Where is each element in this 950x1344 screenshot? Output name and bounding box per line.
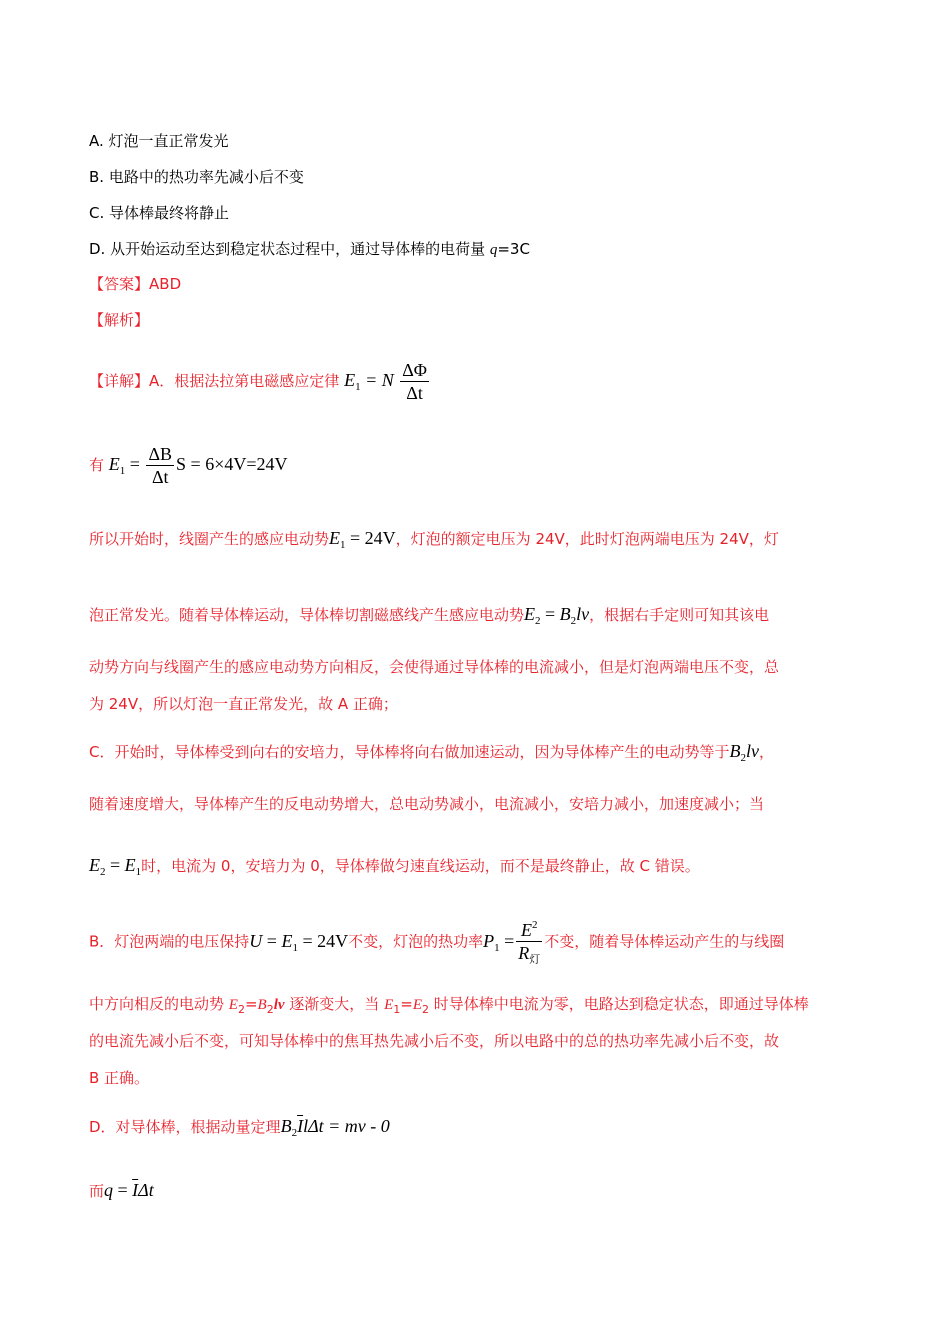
- analysis-label: 【解析】: [89, 311, 150, 329]
- answer-value: ABD: [149, 275, 182, 293]
- detail-line-4: 泡正常发光。随着导体棒运动，导体棒切割磁感线产生感应电动势$E_2 = B_2lv$，根据右手定则可知其该电: [89, 604, 770, 627]
- answer-line: [89, 274, 181, 294]
- answer-label: 【答案】: [89, 275, 150, 293]
- detail-line-b2: 中方向相反的电动势 $E_2=B_2lv$ 逐渐变大，当 $E_1=E_2$ 时导体棒中电流为零，电路达到稳定状态，即通过导体棒: [89, 995, 809, 1016]
- option-b: B. 电路中的热功率先减小后不变: [89, 168, 304, 186]
- detail-label: 【详解】: [89, 372, 150, 390]
- faraday-formula: $E_1 = N$ $\frac{\Delta\Phi}{\Delta t}$: [344, 360, 427, 404]
- detail-line-5: 动势方向与线圈产生的感应电动势方向相反，会使得通过导体棒的电流减小，但是灯泡两端电压不变，总: [89, 658, 780, 676]
- detail-line-b1: B．灯泡两端的电压保持$U = E_1 = 24V$不变，灯泡的热功率$P_1$ = $\frac{E^2}{R_灯}$ 不变，随着导体棒运动产生的与线圈: [89, 914, 784, 974]
- detail-line-b3: 的电流先减小后不变，可知导体棒中的焦耳热先减小后不变，所以电路中的总的热功率先减小后不变，故: [89, 1032, 780, 1050]
- option-a: A. 灯泡一直正常发光: [89, 132, 229, 150]
- detail-line-c1: C．开始时，导体棒受到向右的安培力，导体棒将向右做加速运动，因为导体棒产生的电动势等于$B_2lv$，: [89, 741, 774, 764]
- detail-line-6: 为 24V，所以灯泡一直正常发光，故 A 正确；: [89, 695, 398, 713]
- detail-line-d2: 而$q = \overline{I}\Delta t$: [89, 1180, 154, 1200]
- detail-line-b4: B 正确。: [89, 1069, 150, 1087]
- detail-line-e1: 有 $E_1$ = $\frac{\Delta B}{\Delta t}$ S = 6×4V=24V: [89, 444, 288, 488]
- option-c: C. 导体棒最终将静止: [89, 204, 230, 222]
- detail-line-3: 所以开始时，线圈产生的感应电动势$E_1 = 24V$，灯泡的额定电压为 24V，此时灯泡两端电压为 24V，灯: [89, 528, 779, 551]
- e1-formula: $E_1$ = $\frac{\Delta B}{\Delta t}$ S = 6×4V=24V: [108, 444, 288, 488]
- detail-line-d1: D．对导体棒，根据动量定理$B_2\overline{I}l\Delta t$ = mv - 0: [89, 1116, 390, 1139]
- detail-line-c2: 随着速度增大，导体棒产生的反电动势增大，总电动势减小，电流减小，安培力减小，加速度减小；当: [89, 795, 765, 813]
- option-d: D. 从开始运动至达到稳定状态过程中，通过导体棒的电荷量 q=3C: [89, 240, 530, 258]
- detail-line-c3: $E_2 = E_1$时，电流为 0，安培力为 0，导体棒做匀速直线运动，而不是最终静止，故 C 错误。: [89, 855, 700, 878]
- detail-line-a: 【详解】A．根据法拉第电磁感应定律 $E_1 = N$ $\frac{\Delta\Phi}{\Delta t}$: [89, 356, 431, 411]
